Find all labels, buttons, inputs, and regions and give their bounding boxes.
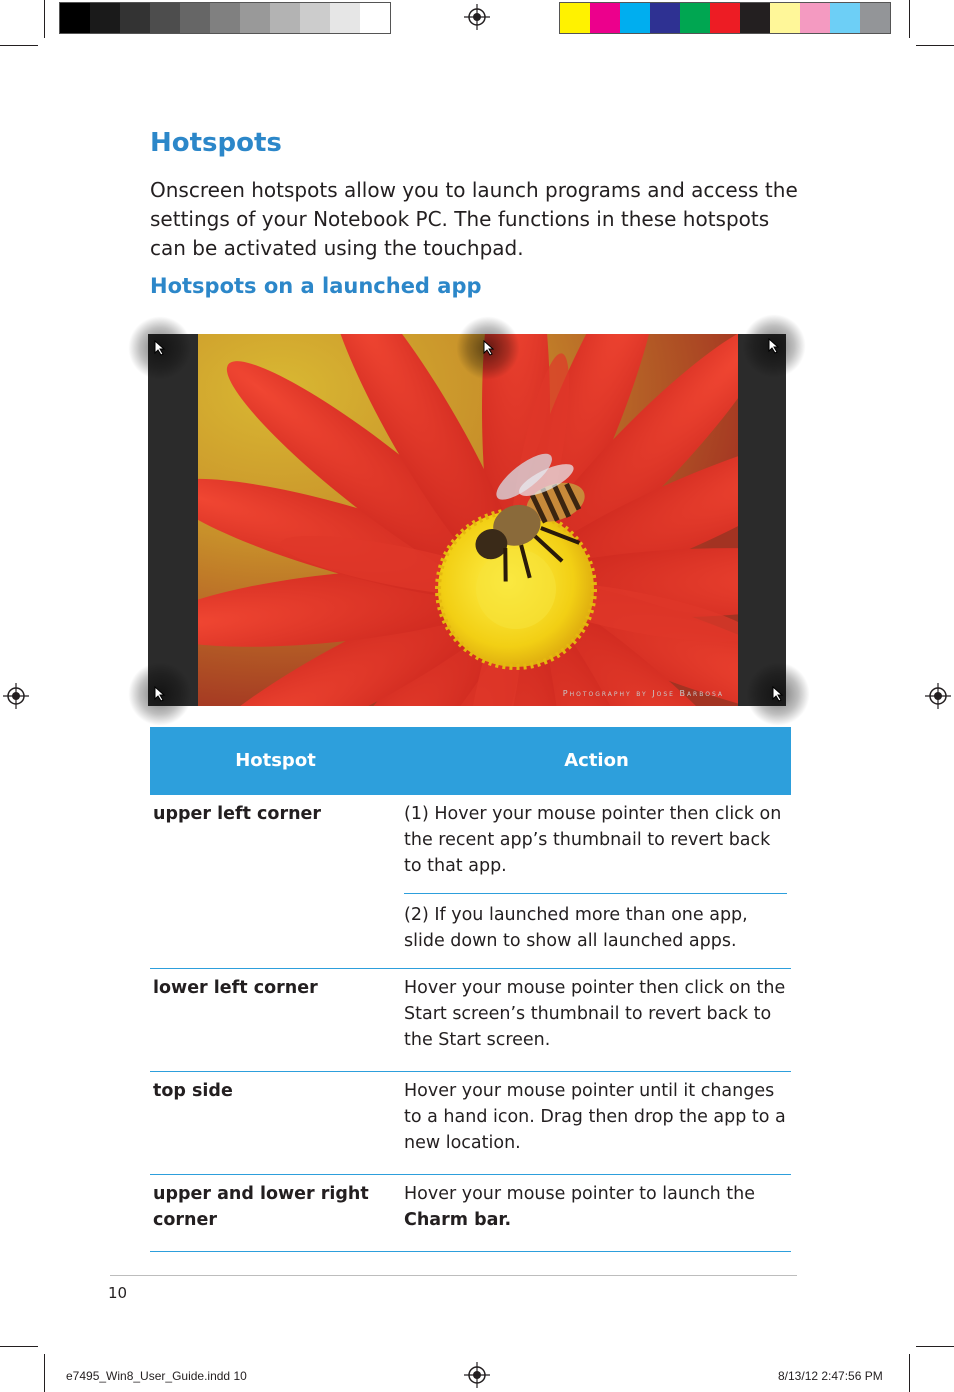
action-cell bbox=[402, 1175, 791, 1252]
action-text: Hover your mouse pointer then click on the Start screen’s thumbnail to revert back to the Start screen. bbox=[404, 978, 786, 1050]
color-swatch bbox=[590, 3, 620, 33]
color-swatch bbox=[830, 3, 860, 33]
color-swatch bbox=[620, 3, 650, 33]
hotspot-cell: upper left corner bbox=[150, 795, 402, 969]
right-edge-bar bbox=[738, 334, 786, 706]
hotspot-cell: upper and lower right corner bbox=[150, 1175, 402, 1252]
page-title: Hotspots bbox=[150, 128, 282, 158]
mouse-pointer-icon bbox=[154, 340, 168, 356]
left-edge-bar bbox=[148, 334, 198, 706]
color-swatch bbox=[360, 3, 390, 33]
header-hotspot: Hotspot bbox=[150, 727, 402, 795]
color-swatch bbox=[710, 3, 740, 33]
color-swatch bbox=[800, 3, 830, 33]
action-cell bbox=[402, 1072, 791, 1175]
intro-paragraph: Onscreen hotspots allow you to launch programs and access the settings of your Notebook PC. The functions in these hotspots can be activated using the touchpad. bbox=[150, 178, 798, 260]
color-swatch bbox=[120, 3, 150, 33]
color-swatch bbox=[300, 3, 330, 33]
table-header-row bbox=[150, 727, 791, 795]
mouse-pointer-icon bbox=[772, 686, 786, 702]
crop-mark bbox=[916, 1346, 954, 1347]
table-row bbox=[150, 795, 791, 969]
flower-bee-photo bbox=[198, 334, 738, 706]
page-number: 10 bbox=[108, 1284, 128, 1302]
crop-mark bbox=[44, 0, 45, 38]
action-step-2: (2) If you launched more than one app, slide down to show all launched apps. bbox=[404, 905, 748, 951]
color-swatch bbox=[650, 3, 680, 33]
mouse-pointer-icon bbox=[483, 340, 497, 356]
registration-mark-icon bbox=[3, 683, 29, 709]
color-swatch bbox=[210, 3, 240, 33]
mouse-pointer-icon bbox=[768, 338, 782, 354]
action-text-prefix: Hover your mouse pointer to launch the bbox=[404, 1184, 755, 1204]
action-cell bbox=[402, 795, 791, 969]
charm-bar-term: Charm bar. bbox=[404, 1210, 512, 1230]
color-swatch bbox=[770, 3, 800, 33]
color-swatch bbox=[60, 3, 90, 33]
crop-mark bbox=[0, 1346, 38, 1347]
color-swatch bbox=[180, 3, 210, 33]
registration-mark-icon bbox=[464, 1362, 490, 1388]
crop-mark bbox=[916, 45, 954, 46]
color-swatch bbox=[680, 3, 710, 33]
crop-mark bbox=[0, 45, 38, 46]
action-cell bbox=[402, 969, 791, 1072]
color-swatch bbox=[860, 3, 890, 33]
color-swatch bbox=[150, 3, 180, 33]
hotspot-table bbox=[150, 727, 791, 1252]
table-row bbox=[150, 969, 791, 1072]
header-action: Action bbox=[402, 727, 791, 795]
action-step-1: (1) Hover your mouse pointer then click on the recent app’s thumbnail to revert back to that app. bbox=[404, 801, 787, 894]
color-swatch bbox=[90, 3, 120, 33]
crop-mark bbox=[44, 1354, 45, 1392]
color-swatch bbox=[330, 3, 360, 33]
color-swatch bbox=[270, 3, 300, 33]
photo-credit: Photography by Jose Barbosa bbox=[562, 689, 724, 698]
table-row bbox=[150, 1175, 791, 1252]
registration-mark-icon bbox=[925, 683, 951, 709]
color-swatch bbox=[560, 3, 590, 33]
table-row bbox=[150, 1072, 791, 1175]
process-color-bar bbox=[559, 2, 891, 34]
crop-mark bbox=[909, 0, 910, 38]
mouse-pointer-icon bbox=[154, 686, 168, 702]
crop-mark bbox=[909, 1354, 910, 1392]
grayscale-color-bar bbox=[59, 2, 391, 34]
section-subtitle: Hotspots on a launched app bbox=[150, 274, 482, 298]
color-swatch bbox=[240, 3, 270, 33]
footer-divider bbox=[110, 1275, 797, 1276]
registration-mark-icon bbox=[464, 4, 490, 30]
slug-filename: e7495_Win8_User_Guide.indd 10 bbox=[66, 1369, 247, 1383]
action-text: Hover your mouse pointer until it changes to a hand icon. Drag then drop the app to a new location. bbox=[404, 1081, 786, 1153]
slug-timestamp: 8/13/12 2:47:56 PM bbox=[778, 1369, 883, 1383]
hotspot-cell: top side bbox=[150, 1072, 402, 1175]
color-swatch bbox=[740, 3, 770, 33]
launched-app-screenshot bbox=[148, 334, 786, 706]
hotspot-cell: lower left corner bbox=[150, 969, 402, 1072]
action-text bbox=[404, 1181, 787, 1251]
